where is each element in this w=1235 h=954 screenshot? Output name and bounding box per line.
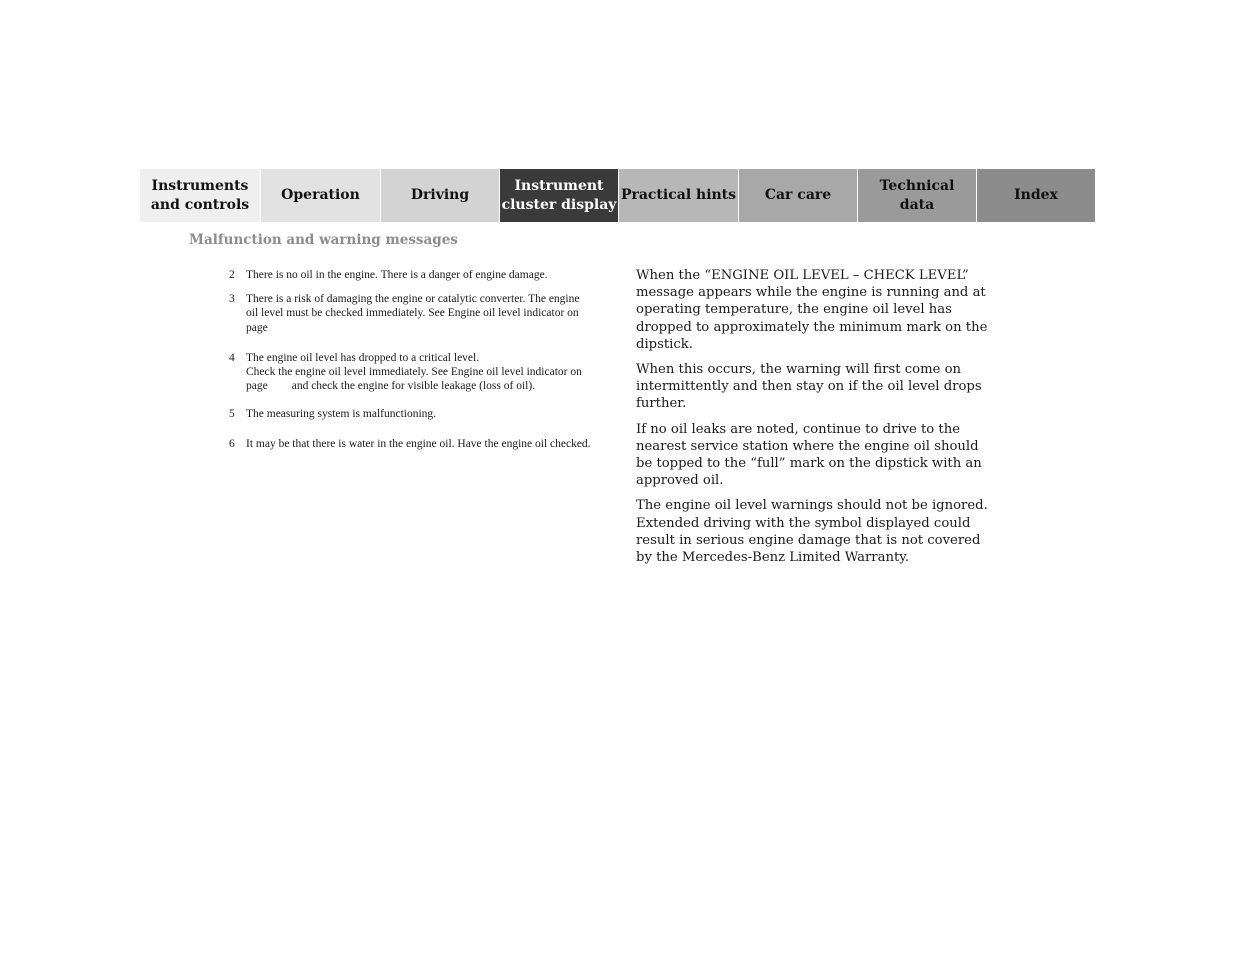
list-item <box>222 437 592 451</box>
section-nav <box>140 169 1095 222</box>
tab-practical-hints[interactable] <box>618 169 738 222</box>
note-number: 2 <box>229 269 235 281</box>
list-item <box>222 351 592 394</box>
note-text: It may be that there is water in the engine oil. Have the engine oil checked. <box>246 437 591 450</box>
note-text <box>246 351 592 394</box>
body-text <box>636 267 998 574</box>
tab-operation[interactable] <box>260 169 380 222</box>
paragraph: The engine oil level warnings should not be ignored. Extended driving with the symbol displayed could result in serious engine damage that is not covered by the Mercedes-Benz Limited Warranty. <box>636 498 988 566</box>
paragraph: When the “ENGINE OIL LEVEL – CHECK LEVEL” message appears while the engine is running and at operating temperature, the engine oil level has dropped to approximately the minimum mark on the dipstick. <box>636 268 988 352</box>
list-item <box>222 407 592 421</box>
list-item <box>222 292 592 335</box>
tab-label: Car care <box>764 187 832 203</box>
note-line: Check the engine oil level immediately. See Engine oil level indicator on page <box>246 366 582 393</box>
tab-label: Index <box>1014 187 1058 203</box>
tab-label: Instrument cluster display <box>501 177 617 213</box>
tab-label: Driving <box>410 187 470 203</box>
note-number: 4 <box>229 351 235 364</box>
tab-car-care[interactable] <box>738 169 857 222</box>
note-text: The measuring system is malfunctioning. <box>246 408 437 421</box>
tab-label: Technical data <box>879 177 955 213</box>
note-number: 3 <box>229 293 235 306</box>
list-item <box>222 268 592 282</box>
section-title: Malfunction and warning messages <box>189 232 458 248</box>
tab-technical-data[interactable] <box>857 169 976 222</box>
tab-label: Practical hints <box>620 187 737 203</box>
note-number: 6 <box>229 437 235 450</box>
notes-list <box>222 268 592 451</box>
tab-instruments-and-controls[interactable] <box>140 169 260 222</box>
tab-driving[interactable] <box>380 169 499 222</box>
note-text: There is no oil in the engine. There is a danger of engine damage. <box>246 269 548 281</box>
note-text: There is a risk of damaging the engine or catalytic converter. The engine oil level must be checked immediately. See Engine oil level indicator on page <box>246 293 580 334</box>
paragraph: When this occurs, the warning will first come on intermittently and then stay on if the oil level drops further. <box>636 362 982 412</box>
tab-instrument-cluster-display[interactable] <box>499 169 618 222</box>
tab-label: Operation <box>281 187 360 203</box>
note-line: The engine oil level has dropped to a critical level. <box>246 351 480 364</box>
tab-index[interactable] <box>976 169 1095 222</box>
tab-label: Instruments and controls <box>150 177 250 213</box>
note-line: and check the engine for visible leakage (loss of oil). <box>291 380 536 393</box>
paragraph: If no oil leaks are noted, continue to drive to the nearest service station where the engine oil should be topped to the “full” mark on the dipstick with an approved oil. <box>636 421 982 489</box>
note-number: 5 <box>229 408 235 421</box>
